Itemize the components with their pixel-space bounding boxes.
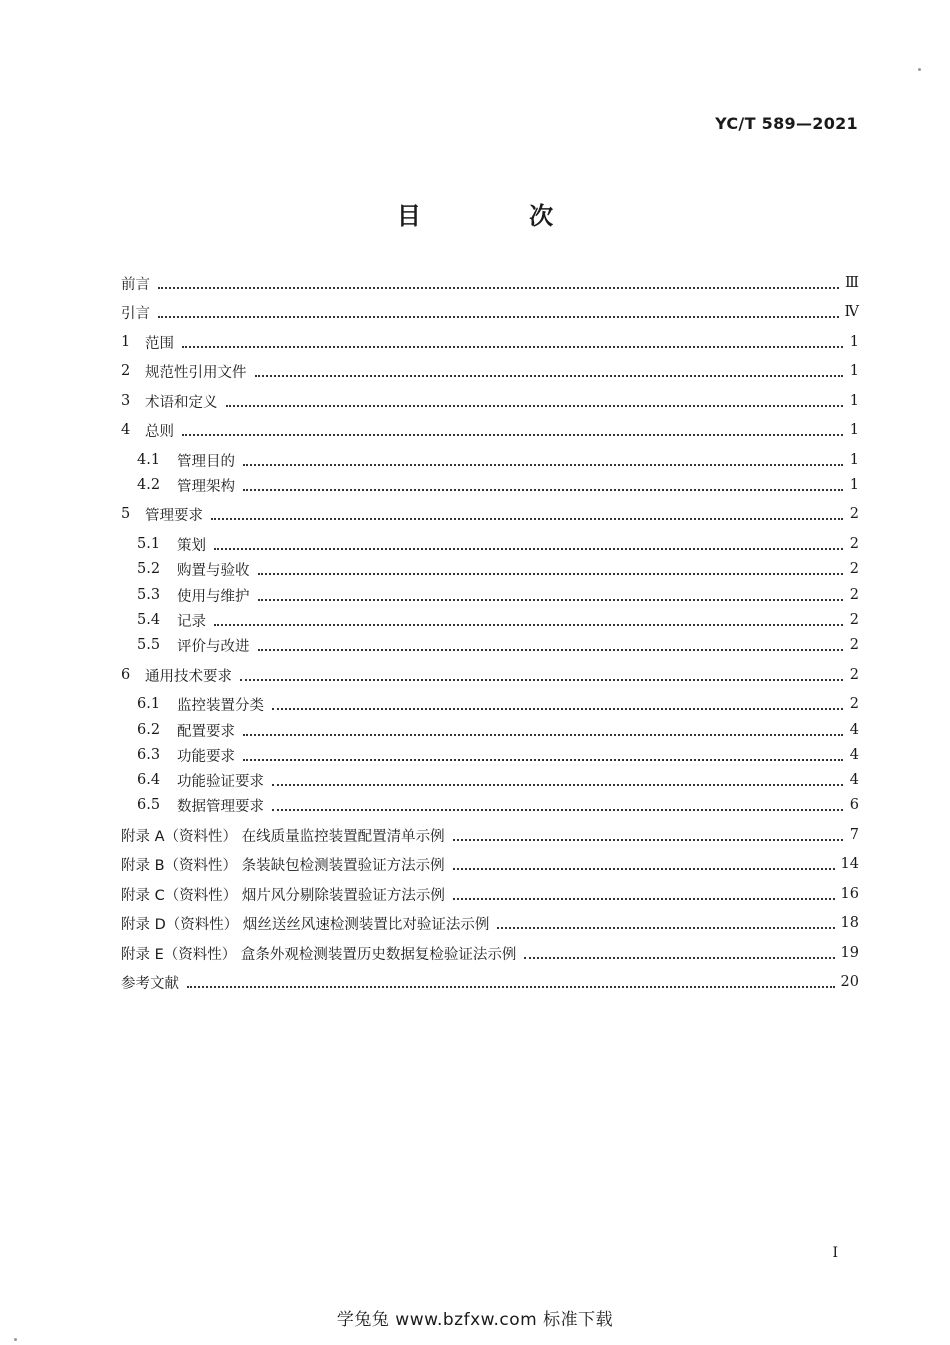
toc-entry-title: 附录 E（资料性） 盒条外观检测装置历史数据复检验证法示例 <box>121 946 517 963</box>
toc-entry-title: 管理要求 <box>145 507 203 524</box>
toc-entry[interactable] <box>121 584 859 606</box>
toc-entry[interactable] <box>121 853 859 875</box>
toc-entry[interactable] <box>121 419 859 441</box>
toc-entry[interactable] <box>121 719 859 741</box>
toc-entry-number: 5.2 <box>137 561 161 577</box>
toc-entry-page: 7 <box>849 827 859 843</box>
toc-entry-page: 2 <box>849 561 859 577</box>
toc-entry-page: 1 <box>849 363 859 379</box>
dot-leader <box>158 287 839 289</box>
dot-leader <box>243 489 843 491</box>
toc-entry-page: 1 <box>849 334 859 350</box>
toc-entry-title: 术语和定义 <box>145 394 218 411</box>
dot-leader <box>272 809 843 811</box>
dot-leader <box>453 868 835 870</box>
scan-speck <box>918 68 921 71</box>
toc-entry-title: 管理架构 <box>177 478 235 495</box>
dot-leader <box>243 759 843 761</box>
toc-entry-number: 5.1 <box>137 536 161 552</box>
toc-entry-title: 功能验证要求 <box>177 773 264 790</box>
dot-leader <box>187 986 835 988</box>
toc-entry-number: 3 <box>121 393 131 409</box>
page-number: I <box>832 1245 838 1261</box>
toc-entry-number: 4.2 <box>137 477 161 493</box>
toc-entry-page: 2 <box>849 667 859 683</box>
toc-entry[interactable] <box>121 331 859 353</box>
toc-entry-title: 引言 <box>121 305 150 322</box>
toc-entry-title: 功能要求 <box>177 748 235 765</box>
toc-entry-title: 通用技术要求 <box>145 668 232 685</box>
toc-entry[interactable] <box>121 634 859 656</box>
toc-entry[interactable] <box>121 824 859 846</box>
toc-title: 目 次 <box>396 202 604 230</box>
toc-entry[interactable] <box>121 609 859 631</box>
dot-leader <box>211 518 843 520</box>
toc-entry-number: 1 <box>121 334 131 350</box>
toc-entry[interactable] <box>121 360 859 382</box>
toc-entry-title: 附录 B（资料性） 条装缺包检测装置验证方法示例 <box>121 857 445 874</box>
toc-entry-page: 6 <box>849 797 859 813</box>
toc-entry-number: 4 <box>121 422 131 438</box>
dot-leader <box>243 734 843 736</box>
toc-entry-page: 2 <box>849 587 859 603</box>
toc-entry-page: 16 <box>840 886 859 902</box>
toc-entry-page: 2 <box>849 536 859 552</box>
dot-leader <box>497 927 834 929</box>
toc-entry-page: Ⅲ <box>845 275 859 291</box>
toc-entry-title: 购置与验收 <box>177 562 250 579</box>
toc-entry-number: 5 <box>121 506 131 522</box>
toc-entry-page: 19 <box>840 945 859 961</box>
toc-entry-title: 策划 <box>177 537 206 554</box>
toc-entry-title: 数据管理要求 <box>177 798 264 815</box>
dot-leader <box>272 784 843 786</box>
toc-entry-title: 使用与维护 <box>177 588 250 605</box>
dot-leader <box>243 464 843 466</box>
dot-leader <box>453 898 835 900</box>
standard-code: YC/T 589—2021 <box>715 114 858 133</box>
toc-entry-number: 6.2 <box>137 722 161 738</box>
toc-entry[interactable] <box>121 883 859 905</box>
dot-leader <box>226 405 844 407</box>
dot-leader <box>182 346 843 348</box>
toc-entry[interactable] <box>121 971 859 993</box>
dot-leader <box>255 375 844 377</box>
toc-entry-page: 1 <box>849 477 859 493</box>
toc-entry-page: Ⅳ <box>844 304 859 320</box>
dot-leader <box>214 548 843 550</box>
toc-entry[interactable] <box>121 272 859 294</box>
dot-leader <box>524 957 834 959</box>
toc-entry-page: 20 <box>840 974 859 990</box>
toc-entry-title: 附录 D（资料性） 烟丝送丝风速检测装置比对验证法示例 <box>121 916 490 933</box>
toc-entry-page: 2 <box>849 637 859 653</box>
toc-entry-page: 1 <box>849 452 859 468</box>
toc-entry-page: 4 <box>849 722 859 738</box>
toc-entry[interactable] <box>121 794 859 816</box>
toc-entry-title: 配置要求 <box>177 723 235 740</box>
toc-entry-number: 5.4 <box>137 612 161 628</box>
toc-entry-number: 6.3 <box>137 747 161 763</box>
toc-entry-number: 4.1 <box>137 452 161 468</box>
toc-entry[interactable] <box>121 301 859 323</box>
toc-entry[interactable] <box>121 744 859 766</box>
dot-leader <box>258 649 844 651</box>
toc-entry[interactable] <box>121 942 859 964</box>
toc-entry[interactable] <box>121 769 859 791</box>
scan-speck <box>14 1338 17 1341</box>
dot-leader <box>182 434 843 436</box>
toc-entry[interactable] <box>121 912 859 934</box>
toc-entry-title: 管理目的 <box>177 453 235 470</box>
toc-entry-number: 5.5 <box>137 637 161 653</box>
dot-leader <box>158 316 839 318</box>
toc-entry-page: 4 <box>849 747 859 763</box>
toc-entry-title: 监控装置分类 <box>177 697 264 714</box>
toc-entry[interactable] <box>121 503 859 525</box>
toc-entry-number: 2 <box>121 363 131 379</box>
toc-entry-number: 6.5 <box>137 797 161 813</box>
toc-entry-title: 规范性引用文件 <box>145 364 247 381</box>
toc-entry-page: 2 <box>849 696 859 712</box>
toc-entry-number: 6 <box>121 667 131 683</box>
toc-entry[interactable] <box>121 533 859 555</box>
dot-leader <box>214 624 843 626</box>
toc-entry-page: 4 <box>849 772 859 788</box>
toc-entry[interactable] <box>121 449 859 471</box>
toc-entry-number: 6.1 <box>137 696 161 712</box>
toc-entry-title: 前言 <box>121 276 150 293</box>
toc-entry-page: 18 <box>840 915 859 931</box>
dot-leader <box>258 573 844 575</box>
toc-entry-title: 附录 A（资料性） 在线质量监控装置配置清单示例 <box>121 828 445 845</box>
dot-leader <box>453 839 843 841</box>
toc-entry-page: 2 <box>849 612 859 628</box>
dot-leader <box>240 679 843 681</box>
toc-entry-title: 附录 C（资料性） 烟片风分剔除装置验证方法示例 <box>121 887 445 904</box>
footer-watermark: 学兔兔 www.bzfxw.com 标准下载 <box>336 1310 614 1330</box>
dot-leader <box>272 708 843 710</box>
toc-entry-page: 14 <box>840 856 859 872</box>
toc-entry-number: 5.3 <box>137 587 161 603</box>
toc-entry-title: 范围 <box>145 335 174 352</box>
toc-entry-page: 1 <box>849 393 859 409</box>
toc-entry-page: 1 <box>849 422 859 438</box>
toc-entry[interactable] <box>121 390 859 412</box>
toc-entry[interactable] <box>121 558 859 580</box>
toc-entry-title: 参考文献 <box>121 975 179 992</box>
toc-entry-title: 总则 <box>145 423 174 440</box>
toc-entry-title: 记录 <box>177 613 206 630</box>
toc-entry-number: 6.4 <box>137 772 161 788</box>
toc-entry[interactable] <box>121 474 859 496</box>
toc-entry-page: 2 <box>849 506 859 522</box>
dot-leader <box>258 599 844 601</box>
toc-entry[interactable] <box>121 693 859 715</box>
toc-entry-title: 评价与改进 <box>177 638 250 655</box>
toc-entry[interactable] <box>121 664 859 686</box>
